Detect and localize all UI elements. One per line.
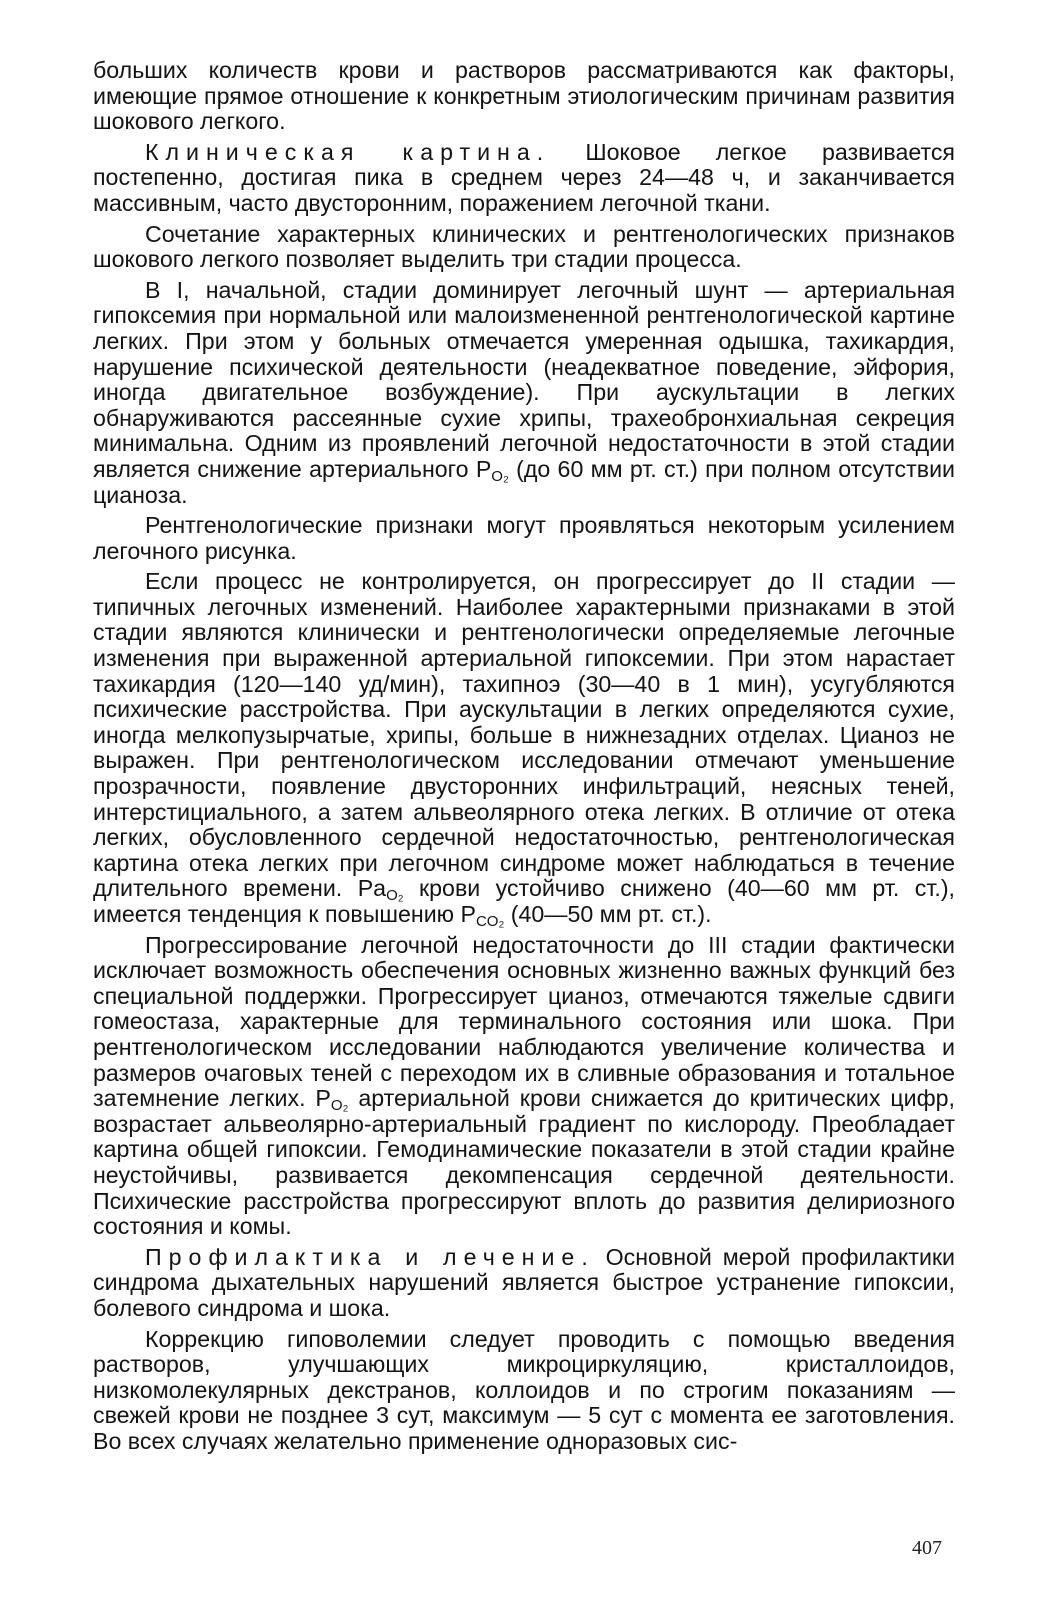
paragraph-text: В I, начальной, стадии доминирует легочный шунт — артериальная гипоксемия при нормальной или малоизмененной рентгенологической картине легких. При этом у больных отмечается умеренная одышка, тахикардия, нарушение психической деятельности (неадекватное поведение, эйфория, иногда двигательное возбуждение). При аускультации в легких обнаруживаются рассеянные сухие хрипы, трахеобронхиальная секреция минимальна. Одним из проявлений легочной недостаточности в этой стадии является снижение артериального P	[93, 276, 955, 482]
paragraph-prevention	[93, 1245, 955, 1322]
paragraph-text: Коррекцию гиповолемии следует проводить с помощью введения растворов, улучшающих микроциркуляцию, кристаллоидов, низкомолекулярных декстранов, коллоидов и по строгим показаниям — свежей крови не позднее 3 сут, максимум — 5 сут с момента ее заготовления. Во всех случаях желательно применение одноразовых сис-	[93, 1325, 955, 1454]
subscript-co2: CO₂	[475, 913, 505, 930]
paragraph-text: Рентгенологические признаки могут проявляться некоторым усилением легочного рисунка.	[93, 512, 955, 564]
paragraph-stage-two	[93, 568, 955, 930]
paragraph-text: крови устойчиво снижено (40—60 мм рт. ст.), имеется тенденция к повышению P	[93, 875, 955, 927]
paragraph-text: Если процесс не контролируется, он прогрессирует до II стадии — типичных легочных изменений. Наиболее характерными признаками в этой стадии являются клинически и рентгенологически определяемые легочные изменения при выраженной артериальной гипоксемии. При этом нарастает тахикардия (120—140 уд/мин), тахипноэ (30—40 в 1 мин), усугубляются психические расстройства. При аускультации в легких определяются сухие, иногда мелкопузырчатые, хрипы, больше в нижнезадних отделах. Цианоз не выражен. При рентгенологическом исследовании отмечают уменьшение прозрачности, появление двусторонних инфильтраций, неясных теней, интерстициального, а затем альвеолярного отека легких. В отличие от отека легких, обусловленного сердечной недостаточностью, рентгенологическая картина отека легких при легочном синдроме может наблюдаться в течение длительного времени. Pa	[93, 568, 955, 902]
paragraph-stages-intro	[93, 222, 955, 273]
paragraph-text: Шоковое легкое развивается постепенно, достигая пика в среднем через 24—48 ч, и заканчивается массивным, часто двусторонним, поражением легочной ткани.	[93, 138, 955, 216]
paragraph-text: Основной мерой профилактики синдрома дыхательных нарушений является быстрое устранение гипоксии, болевого синдрома и шока.	[93, 1243, 955, 1321]
paragraph-clinical-picture	[93, 140, 955, 217]
subscript-o2: O₂	[491, 467, 509, 485]
section-heading-clinical-picture: Клиническая картина.	[145, 138, 551, 165]
paragraph-hypovolemia	[93, 1327, 955, 1455]
paragraph-text: артериальной крови снижается до критических цифр, возрастает альвеолярно-артериальный градиент по кислороду. Преобладает картина общей гипоксии. Гемодинамические показатели в этой стадии крайне неустойчивы, развивается декомпенсация сердечной деятельности. Психические расстройства прогрессируют вплоть до развития делириозного состояния и комы.	[93, 1085, 955, 1240]
page-number: 407	[912, 1537, 942, 1559]
paragraph-continuation	[93, 58, 955, 135]
paragraph-text: Прогрессирование легочной недостаточности до III стадии фактически исключает возможность обеспечения основных жизненно важных функций без специальной поддержки. Прогрессирует цианоз, отмечаются тяжелые сдвиги гомеостаза, характерные для терминального состояния или шока. При рентгенологическом исследовании наблюдаются увеличение количества и размеров очаговых теней с переходом их в сливные образования и тотальное затемнение легких. P	[93, 931, 955, 1112]
subscript-o2: O₂	[330, 1097, 349, 1115]
paragraph-stage-three	[93, 933, 955, 1240]
page-body	[93, 58, 955, 1459]
paragraph-stage-one	[93, 278, 955, 508]
paragraph-text: (до 60 мм рт. ст.) при полном отсутствии цианоза.	[93, 455, 955, 508]
paragraph-xray-signs	[93, 513, 955, 564]
section-heading-prevention: Профилактика и лечение.	[145, 1243, 595, 1270]
paragraph-text: Сочетание характерных клинических и рентгенологических признаков шокового легкого позволяет выделить три стадии процесса.	[93, 220, 955, 273]
subscript-o2: O₂	[386, 887, 404, 905]
paragraph-text: больших количеств крови и растворов рассматриваются как факторы, имеющие прямое отношение к конкретным этиологическим причинам развития шокового легкого.	[93, 57, 955, 135]
paragraph-text: (40—50 мм рт. ст.).	[504, 901, 712, 927]
